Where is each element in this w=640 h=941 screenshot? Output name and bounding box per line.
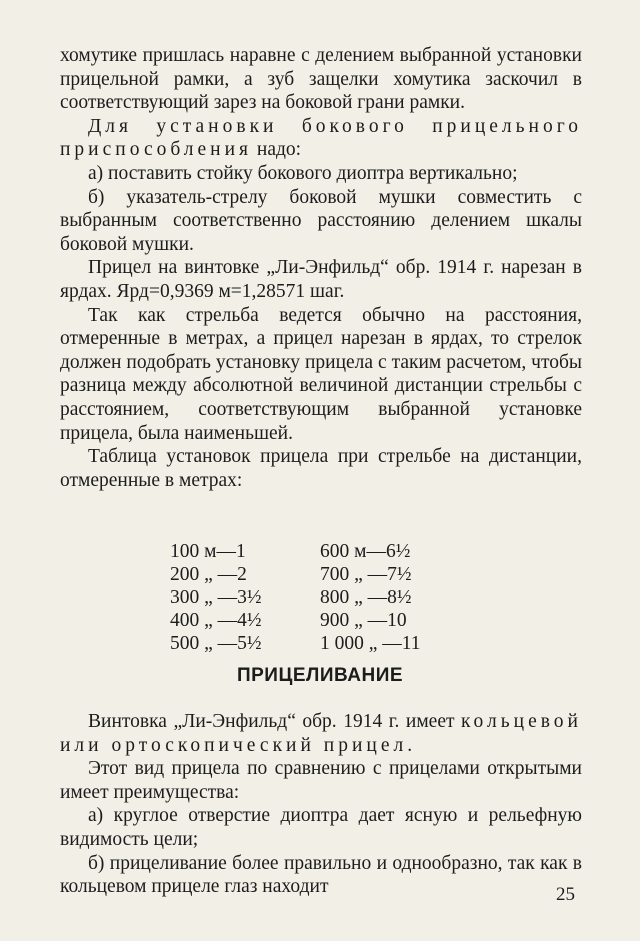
paragraph [60, 710, 582, 757]
spaced-text: Для установки бокового прицельного приспособления [60, 115, 582, 161]
table-cell: 300 „ —3½ [170, 587, 262, 608]
table-cell: 600 м—6½ [320, 541, 411, 562]
table-row [170, 609, 470, 632]
paragraph-text: надо: [252, 139, 302, 161]
table-cell: 100 м—1 [170, 541, 246, 562]
paragraph [60, 115, 582, 162]
paragraph: Прицел на винтовке „Ли-Энфильд“ обр. 1914 г. нарезан в ярдах. Ярд=0,9369 м=1,28571 шаг. [60, 257, 582, 302]
paragraph: б) прицеливание более правильно и однообразно, так как в кольцевом прицеле глаз находит [60, 852, 582, 898]
table-cell: 200 „ —2 [170, 564, 247, 585]
section-heading: ПРИЦЕЛИВАНИЕ [236, 665, 404, 686]
table-cell: 800 „ —8½ [320, 587, 412, 608]
table-row [170, 540, 470, 563]
paragraph-text: Винтовка „Ли-Энфильд“ обр. 1914 г. имеет [88, 711, 462, 732]
paragraph: Этот вид прицела по сравнению с прицелами открытыми имеет преимущества: [60, 758, 582, 803]
table-cell: 1 000 „ —11 [320, 633, 421, 654]
table-row [170, 632, 470, 655]
paragraph: б) указатель-стрелу боковой мушки совместить с выбранным соответственно расстоянию делением шкалы боковой мушки. [60, 186, 582, 255]
paragraph: а) круглое отверстие диоптра дает ясную и рельефную видимость цели; [60, 805, 582, 850]
sight-settings-table [170, 540, 470, 655]
upper-text-block [60, 44, 582, 492]
table-cell: 700 „ —7½ [320, 564, 412, 585]
table-cell: 900 „ —10 [320, 610, 407, 631]
paragraph: хомутике пришлась наравне с делением выбранной установки прицельной рамки, а зуб защелки хомутика заскочил в соответствующий зарез на боковой грани рамки. [60, 45, 582, 114]
lower-text-block [60, 710, 582, 899]
paragraph: Так как стрельба ведется обычно на расстояния, отмеренные в метрах, а прицел нарезан в ярдах, то стрелок должен подобрать установку прицела с таким расчетом, чтобы разница между абсолютной величиной дистанции стрельбы с расстоянием, соответствующим выбранной установке прицела, была наименьшей. [60, 304, 582, 444]
spaced-text: кольцевой или ортоскопический прицел. [60, 711, 582, 756]
table-row [170, 586, 470, 609]
paragraph: Таблица установок прицела при стрельбе на дистанции, отмеренные в метрах: [60, 446, 582, 491]
paragraph: а) поставить стойку бокового диоптра вертикально; [88, 162, 518, 184]
table-cell: 500 „ —5½ [170, 633, 262, 654]
table-row [170, 563, 470, 586]
table-cell: 400 „ —4½ [170, 610, 262, 631]
page-number: 25 [556, 884, 575, 905]
